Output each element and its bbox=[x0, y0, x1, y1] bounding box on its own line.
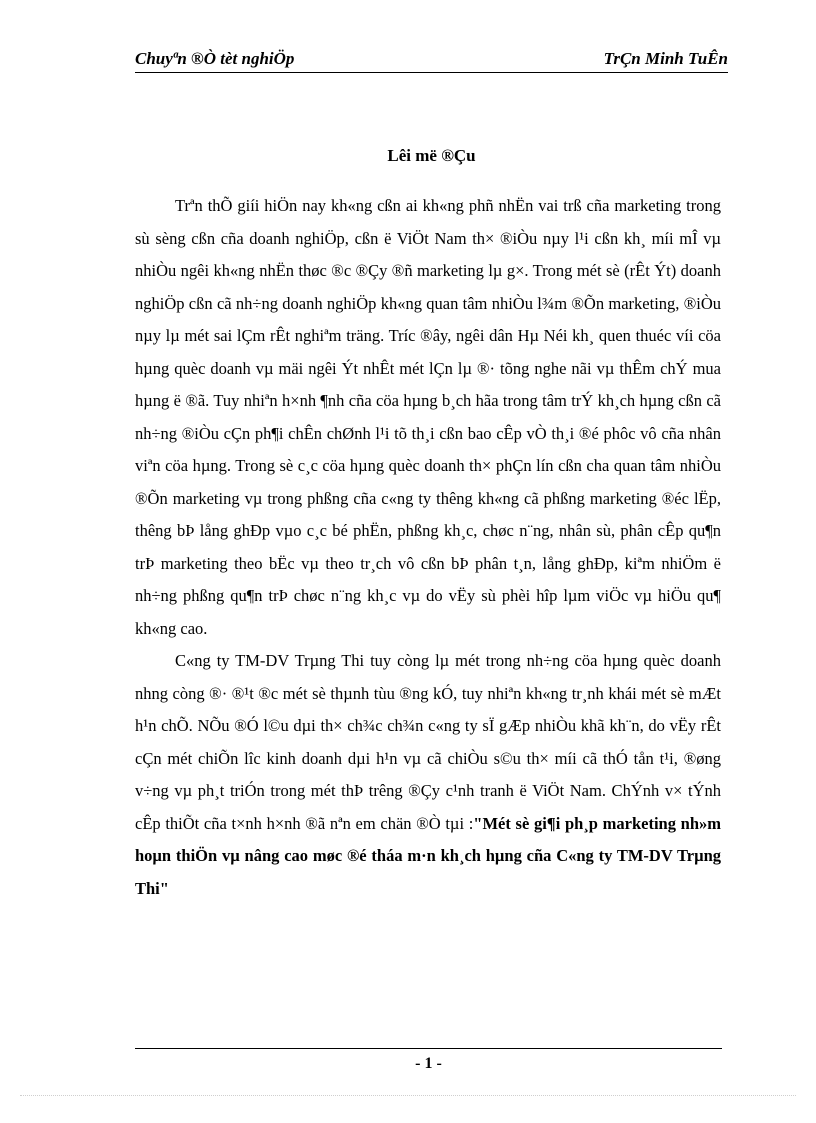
section-title: Lêi më ®Çu bbox=[387, 146, 476, 165]
page-bottom-edge bbox=[20, 1095, 796, 1096]
paragraph-2 bbox=[135, 645, 721, 905]
header-document-type: Chuyªn ®Ò tèt nghiÖp bbox=[135, 49, 295, 68]
footer-divider bbox=[135, 1048, 722, 1049]
paragraph-1-text: Trªn thÕ giíi hiÖn nay kh«ng cßn ai kh«ng phñ nhËn vai trß cña marketing trong sù sèng cßn cña doanh nghiÖp, cßn ë ViÖt Nam th× ®iÒu nµy l¹i cßn kh¸ míi mÎ vµ nhiÒu ngêi kh«ng nhËn thøc ®c ®Çy ®ñ marketing lµ g×. Trong mét sè (rÊt Ýt) doanh nghiÖp cßn cã nh÷ng doanh nghiÖp kh«ng quan tâm nhiÒu l¾m ®Õn marketing, ®iÒu nµy lµ mét sai lÇm rÊt nghiªm träng. Tríc ®ây, ngêi dân Hµ Néi kh¸ quen thuéc víi cöa hµng quèc doanh vµ mäi ngêi Ýt nhÊt mét lÇn lµ ®· tõng nghe nãi vµ thÊm chÝ mua hµng ë ®ã. Tuy nhiªn h×nh ¶nh cña cöa hµng b¸ch hãa trong tâm trÝ kh¸ch hµng cßn cã nh÷ng ®iÒu cÇn ph¶i chÊn chØnh l¹i tõ th¸i cßn bao cÊp vÒ th¸i ®é phôc vô cña nhân viªn cöa hµng. Trong sè c¸c cöa hµng quèc doanh th× phÇn lín cßn cha quan tâm nhiÒu ®Õn marketing vµ trong phßng cña c«ng ty thêng kh«ng cã phßng marketing ®éc lËp, thêng bÞ lång ghÐp vµo c¸c bé phËn, phßng kh¸c, chøc n¨ng, nhân sù, phân cÊp qu¶n trÞ marketing theo bËc vµ theo tr¸ch vô cßn bÞ phân t¸n, lång ghÐp, kiªm nhiÖm ë nh÷ng phßng qu¶n trÞ chøc n¨ng kh¸c vµ do vËy sù phèi hîp lµm viÖc vµ hiÖu qu¶ kh«ng cao. bbox=[135, 196, 721, 638]
page-number: - 1 - bbox=[415, 1055, 442, 1072]
running-header bbox=[135, 48, 728, 73]
paragraph-1 bbox=[135, 190, 721, 645]
paragraph-2-text: C«ng ty TM-DV Trµng Thi tuy còng lµ mét trong nh÷ng cöa hµng quèc doanh nhng còng ®· ®¹t ®c mét sè thµnh tùu ®ng kÓ, tuy nhiªn kh«ng tr¸nh khái mét sè mÆt h¹n chÕ. NÕu ®Ó l©u dµi th× ch¾c ch¾n c«ng ty sÏ gÆp nhiÒu khã kh¨n, do vËy rÊt cÇn mét chiÕn lîc kinh doanh dµi h¹n vµ cã chiÒu s©u th× míi cã thÓ tån t¹i, ®øng v÷ng vµ ph¸t triÓn trong mét thÞ trêng ®Çy c¹nh tranh ë ViÖt Nam. ChÝnh v× tÝnh cÊp thiÕt cña t×nh h×nh ®ã nªn em chän ®Ò tµi : bbox=[135, 651, 721, 833]
body-text bbox=[135, 190, 721, 905]
thesis-topic-title: "Mét sè gi¶i ph¸p marketing nh»m hoµn thiÖn vµ nâng cao møc ®é tháa m·n kh¸ch hµng cña C«ng ty TM-DV Trµng Thi" bbox=[135, 813, 722, 898]
header-author-name: TrÇn Minh TuÊn bbox=[603, 49, 728, 68]
